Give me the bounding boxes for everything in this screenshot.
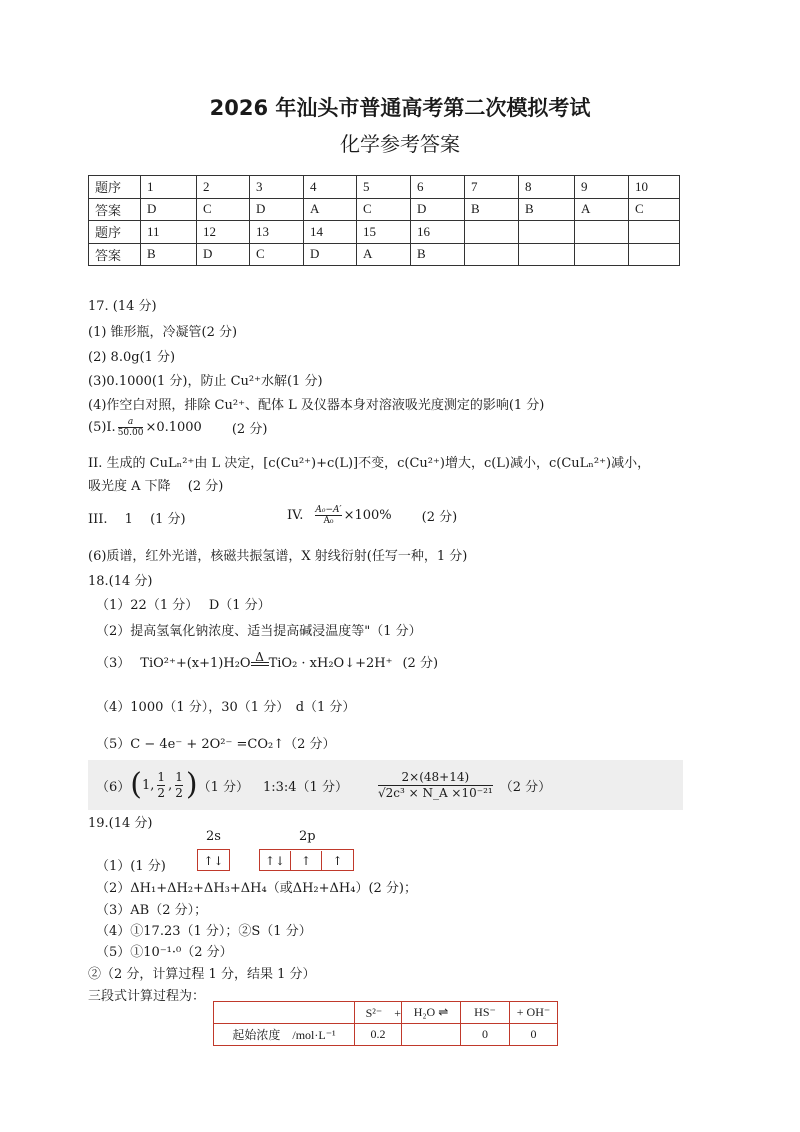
q18-part3-eq-right: TiO₂ · xH₂O↓+2H⁺ <box>268 656 393 671</box>
q17-heading: 17. (14 分) <box>88 299 157 314</box>
table-cell: 1 <box>141 176 197 199</box>
table-cell: 13 <box>250 221 304 244</box>
q18-part6-score1: （1 分） <box>197 779 249 795</box>
q18-part6-ratio: 1:3:4（1 分） <box>262 779 348 795</box>
table-cell: S²⁻ + <box>355 1002 402 1024</box>
q18-part5: （5）C − 4e⁻ + 2O²⁻ =CO₂↑（2 分） <box>96 737 336 752</box>
q17-partIV-suffix: ×100% <box>343 507 392 523</box>
table-row <box>89 221 680 244</box>
table-cell: H₂O ⇌ <box>402 1002 461 1024</box>
table-cell: 题序 <box>89 176 141 199</box>
q17-part5-score: (2 分) <box>231 421 268 437</box>
q17-partIV <box>287 500 457 530</box>
q17-partII-line2: 吸光度 A 下降 (2 分) <box>88 479 224 494</box>
table-cell: 16 <box>411 221 465 244</box>
coord-a: 1 <box>142 777 151 793</box>
table-cell: B <box>411 243 465 266</box>
coord-c-fraction <box>175 770 183 801</box>
fraction-denominator: √2c³ × N_A ×10⁻²¹ <box>377 785 493 800</box>
table-cell: D <box>141 198 197 221</box>
coord-b-fraction <box>157 770 165 801</box>
table-cell: 9 <box>575 176 629 199</box>
q19-part1: （1）(1 分) <box>96 859 166 874</box>
table-cell <box>519 221 575 244</box>
table-cell: 14 <box>304 221 357 244</box>
table-cell <box>214 1002 355 1024</box>
q19-part4: （4）①17.23（1 分）；②S（1 分） <box>96 924 312 939</box>
table-cell: 2 <box>197 176 250 199</box>
q19-part2: （2）ΔH₁+ΔH₂+ΔH₃+ΔH₄（或ΔH₂+ΔH₄）(2 分)； <box>96 881 418 896</box>
table-cell: 8 <box>519 176 575 199</box>
q18-part4: （4）1000（1 分），30（1 分） d（1 分） <box>96 700 356 715</box>
table-cell: 3 <box>250 176 304 199</box>
orbital-2s-box <box>197 849 230 871</box>
q17-partIII: III. 1 (1 分) <box>88 512 186 527</box>
fraction-numerator: 2×(48+14) <box>401 769 470 784</box>
q19-part5-b: ②（2 分，计算过程 1 分，结果 1 分） <box>88 967 316 982</box>
table-cell: 7 <box>465 176 519 199</box>
q18-heading: 18.(14 分) <box>88 574 153 589</box>
q17-partII-line1: II. 生成的 CuLₙ²⁺由 L 决定，[c(Cu²⁺)+c(L)]不变，c(Cu²⁺)增大，c(L)减小，c(CuLₙ²⁺)减小， <box>88 456 651 471</box>
q17-partIV-fraction <box>315 505 341 526</box>
table-cell: 0 <box>461 1024 510 1046</box>
q18-part3-prefix: （3） <box>96 656 131 671</box>
table-cell: D <box>411 198 465 221</box>
table-cell: C <box>197 198 250 221</box>
table-cell: 6 <box>411 176 465 199</box>
q17-part5-fraction <box>118 417 144 438</box>
q19-part5: （5）①10⁻¹·⁰（2 分） <box>96 945 233 960</box>
q18-part3-condition <box>251 650 269 671</box>
q19-three-step-label: 三段式计算过程为： <box>88 989 206 1004</box>
table-row <box>89 243 680 266</box>
table-cell: 答案 <box>89 198 141 221</box>
table-row <box>89 198 680 221</box>
table-cell: + OH⁻ <box>510 1002 558 1024</box>
q17-part5-I <box>88 414 267 440</box>
q18-part2: （2）提高氢氧化钠浓度、适当提高碱浸温度等"（1 分） <box>96 624 422 639</box>
q17-partIV-score: (2 分) <box>421 509 458 525</box>
table-cell: HS⁻ <box>461 1002 510 1024</box>
three-step-table <box>213 1001 558 1046</box>
orbital-2p-box <box>259 849 354 871</box>
q17-part6: (6)质谱，红外光谱，核磁共振氢谱，X 射线衍射(任写一种，1 分) <box>88 549 468 564</box>
fraction-numerator: a <box>127 416 134 427</box>
table-cell: C <box>250 243 304 266</box>
table-cell: D <box>197 243 250 266</box>
table-cell: D <box>250 198 304 221</box>
fraction-numerator: A₀−A′ <box>315 504 342 515</box>
table-cell <box>402 1024 461 1046</box>
table-cell <box>519 243 575 266</box>
q17-part2: (2) 8.0g(1 分) <box>88 350 176 365</box>
table-cell: B <box>141 243 197 266</box>
fraction-numerator: 1 <box>157 769 166 784</box>
q17-part1: (1) 锥形瓶，冷凝管(2 分) <box>88 325 238 340</box>
table-cell: C <box>357 198 411 221</box>
table-cell: B <box>519 198 575 221</box>
q18-part6-prefix: （6） <box>96 779 131 795</box>
table-cell: 0.2 <box>355 1024 402 1046</box>
table-cell <box>629 221 680 244</box>
three-step-initial-row <box>214 1024 558 1046</box>
orbital-2p-cell-2: ↑ <box>291 851 322 871</box>
table-cell <box>465 221 519 244</box>
orbital-2p-label: 2p <box>299 829 316 844</box>
table-cell: A <box>575 198 629 221</box>
table-cell: B <box>465 198 519 221</box>
q17-part4: (4)作空白对照，排除 Cu²⁺、配体 L 及仪器本身对溶液吸光度测定的影响(1 分) <box>88 398 545 413</box>
table-row <box>89 176 680 199</box>
table-cell: 12 <box>197 221 250 244</box>
table-cell: D <box>304 243 357 266</box>
q17-part5-prefix: (5)I. <box>88 419 116 435</box>
q18-part6: （6） ( 1 , $\frac{1}{2}$ , $\frac{1}{2}$ ) （1 分） 1:3:4（1 分） $\frac{2\times(48+14)}{\text{√2c³ × N\_A ×10⁻²¹}}$ （2 分） <box>96 767 552 802</box>
table-cell: 题序 <box>89 221 141 244</box>
q19-heading: 19.(14 分) <box>88 816 153 831</box>
orbital-2s-cell: ↑↓ <box>203 854 224 868</box>
left-paren: ( <box>130 767 142 802</box>
right-paren: ) <box>185 767 198 802</box>
delta-symbol: Δ <box>255 650 264 664</box>
table-cell: 11 <box>141 221 197 244</box>
table-cell: 5 <box>357 176 411 199</box>
q18-part3 <box>96 652 438 671</box>
fraction-denominator: 2 <box>175 785 183 800</box>
fraction-numerator: 1 <box>175 769 183 784</box>
q18-part6-density-fraction <box>378 770 493 801</box>
fraction-denominator: 2 <box>157 785 166 800</box>
page-subtitle: 化学参考答案 <box>340 132 460 156</box>
q18-part1: （1）22（1 分） D（1 分） <box>96 598 271 613</box>
table-cell: 答案 <box>89 243 141 266</box>
table-cell: C <box>629 198 680 221</box>
three-step-header-row <box>214 1002 558 1024</box>
q17-partIV-prefix: IV. <box>287 507 304 523</box>
q18-part3-score: (2 分) <box>402 656 439 671</box>
table-cell <box>629 243 680 266</box>
orbital-2s-label: 2s <box>206 829 221 844</box>
table-cell <box>575 221 629 244</box>
table-cell: 15 <box>357 221 411 244</box>
q19-part3: （3）AB（2 分）； <box>96 903 208 918</box>
page-title: 2026 年汕头市普通高考第二次模拟考试 <box>209 96 591 120</box>
table-cell: 4 <box>304 176 357 199</box>
q17-part3: (3)0.1000(1 分)，防止 Cu²⁺水解(1 分) <box>88 374 323 389</box>
q18-part6-score2: （2 分） <box>499 779 552 795</box>
fraction-denominator: A₀ <box>315 515 341 526</box>
table-cell: 0 <box>510 1024 558 1046</box>
table-cell: A <box>304 198 357 221</box>
table-cell <box>575 243 629 266</box>
table-cell: 起始浓度 /mol·L⁻¹ <box>214 1024 355 1046</box>
table-cell: 10 <box>629 176 680 199</box>
answer-table <box>88 175 680 266</box>
fraction-denominator: 50.00 <box>117 427 144 438</box>
q18-part3-eq-left: TiO²⁺+(x+1)H₂O <box>140 656 251 671</box>
table-cell: A <box>357 243 411 266</box>
q17-part5-suffix: ×0.1000 <box>145 419 202 435</box>
orbital-2p-cell-1: ↑↓ <box>260 851 291 871</box>
table-cell <box>465 243 519 266</box>
orbital-2p-cell-3: ↑ <box>332 854 343 868</box>
